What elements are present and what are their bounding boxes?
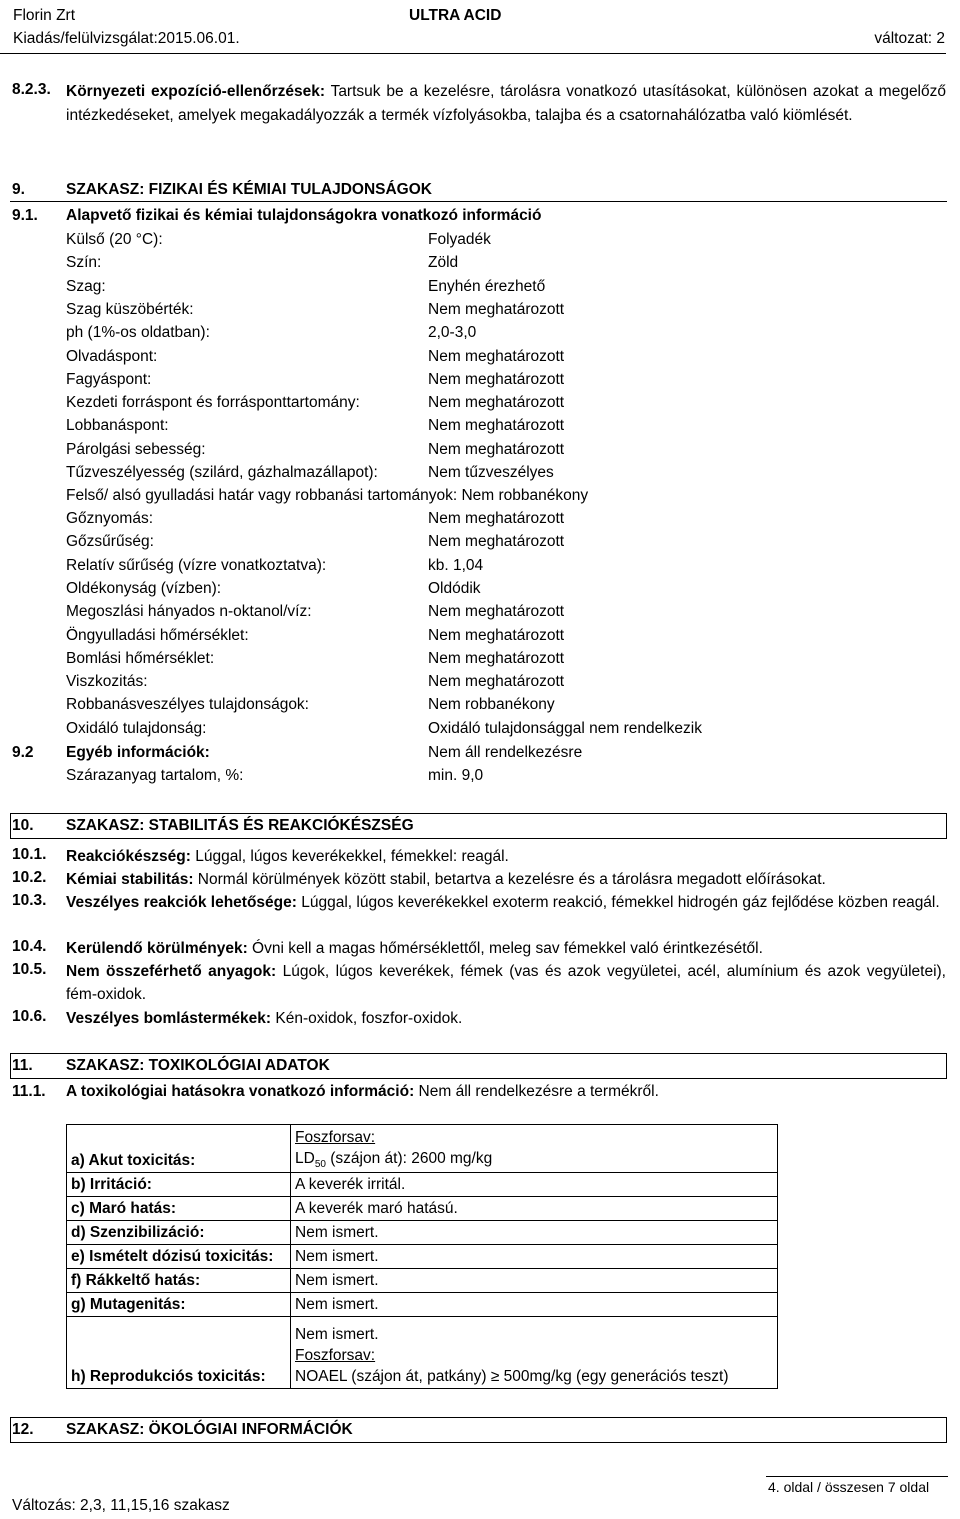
- s9-title: SZAKASZ: FIZIKAI ÉS KÉMIAI TULAJDONSÁGOK: [66, 181, 432, 198]
- dry-matter-value: min. 9,0: [428, 767, 484, 784]
- property-row: [66, 277, 546, 298]
- s11-title: SZAKASZ: TOXIKOLÓGIAI ADATOK: [66, 1057, 330, 1074]
- s10-item: [66, 1007, 946, 1030]
- footer-changes: Változás: 2,3, 11,15,16 szakasz: [12, 1497, 230, 1514]
- property-row: [66, 602, 565, 623]
- property-row: [66, 347, 565, 368]
- property-row: [66, 532, 565, 553]
- property-value: Nem robbanékony: [428, 696, 555, 714]
- page-number: 4. oldal / összesen 7 oldal: [768, 1479, 930, 1495]
- table-key: d) Szenzibilizáció:: [67, 1221, 291, 1245]
- property-row: [66, 440, 565, 461]
- s10-item-text: Lúggal, lúgos keverékekkel, fémekkel: reagál.: [190, 848, 509, 865]
- s10-item-title: Reakciókészség:: [66, 848, 191, 865]
- property-value: Oxidáló tulajdonsággal nem rendelkezik: [428, 719, 702, 737]
- property-row: [66, 323, 477, 344]
- table-value: Nem ismert.: [291, 1221, 778, 1245]
- s823-number: 8.2.3.: [12, 81, 51, 98]
- s10-item: [66, 960, 946, 1006]
- s92-value: Nem áll rendelkezésre: [428, 744, 583, 761]
- s10-item: [66, 891, 946, 914]
- table-row: [67, 1125, 778, 1173]
- company-name: Florin Zrt: [13, 7, 75, 24]
- property-value: Nem meghatározott: [428, 533, 565, 551]
- property-label: Szag küszöbérték:: [66, 300, 194, 318]
- table-row: [67, 1197, 778, 1221]
- property-label: Tűzveszélyesség (szilárd, gázhalmazállapot):: [66, 464, 378, 481]
- property-row: [66, 393, 565, 414]
- property-value: Nem meghatározott: [428, 673, 565, 691]
- property-row: [66, 556, 484, 577]
- table-row: [67, 1269, 778, 1293]
- property-value: Nem meghatározott: [428, 370, 565, 388]
- s11-header-box: [10, 1053, 947, 1079]
- property-row: [66, 649, 565, 670]
- table-key: c) Maró hatás:: [67, 1197, 291, 1221]
- s92-number: 9.2: [12, 744, 34, 761]
- s10-item-number: 10.5.: [12, 961, 47, 978]
- property-row: [66, 230, 491, 251]
- s92-label: Egyéb információk:: [66, 744, 210, 761]
- s10-item-title: Veszélyes reakciók lehetősége:: [66, 894, 297, 911]
- property-label: Szag:: [66, 277, 106, 295]
- foszforsav-label: Foszforsav:: [295, 1129, 376, 1147]
- s823-paragraph: [66, 80, 946, 128]
- property-row: [66, 300, 565, 321]
- page-header: [13, 6, 945, 52]
- property-row: [66, 370, 565, 391]
- property-label: Szín:: [66, 254, 102, 272]
- explosion-limits: Felső/ alsó gyulladási határ vagy robbanási tartományok: Nem robbanékony: [66, 487, 589, 504]
- property-value: Nem meghatározott: [428, 417, 565, 435]
- s10-item-title: Veszélyes bomlástermékek:: [66, 1010, 272, 1027]
- property-value: Nem meghatározott: [428, 626, 565, 644]
- property-value: Nem meghatározott: [428, 603, 565, 621]
- property-value: Nem meghatározott: [428, 440, 565, 458]
- s10-header-box: [10, 813, 947, 839]
- table-value: [291, 1317, 778, 1389]
- s10-item-text: Normál körülmények között stabil, betartva a kezelésre és a tárolásra megadott előírásokat.: [193, 871, 826, 888]
- property-value: 2,0-3,0: [428, 324, 477, 342]
- table-value: A keverék maró hatású.: [291, 1197, 778, 1221]
- property-label: Bomlási hőmérséklet:: [66, 649, 215, 667]
- s111-title: A toxikológiai hatásokra vonatkozó információ:: [66, 1083, 415, 1100]
- s10-item-number: 10.3.: [12, 892, 47, 909]
- repro-line-2: Foszforsav:: [295, 1347, 376, 1365]
- property-value: Nem tűzveszélyes: [428, 464, 554, 481]
- s823-title: Környezeti expozíció-ellenőrzések:: [66, 83, 326, 100]
- s10-item-number: 10.2.: [12, 869, 47, 886]
- table-row: [67, 1245, 778, 1269]
- s10-number: 10.: [12, 817, 34, 834]
- table-key: f) Rákkeltő hatás:: [67, 1269, 291, 1293]
- s111-text: Nem áll rendelkezésre a termékről.: [414, 1083, 659, 1100]
- table-value: Nem ismert.: [291, 1269, 778, 1293]
- table-value: Nem ismert.: [291, 1245, 778, 1269]
- s12-title: SZAKASZ: ÖKOLÓGIAI INFORMÁCIÓK: [66, 1421, 353, 1438]
- property-label: Megoszlási hányados n-oktanol/víz:: [66, 603, 312, 621]
- s11-number: 11.: [12, 1057, 33, 1074]
- s10-item-text: Lúggal, lúgos keverékekkel exoterm reakció, fémekkel hidrogén gáz fejlődése közben reagál.: [296, 894, 940, 911]
- property-label: Kezdeti forráspont és forrásponttartomány:: [66, 394, 360, 412]
- property-row: [66, 509, 565, 530]
- s10-item: [66, 845, 946, 868]
- property-row: [66, 672, 565, 693]
- table-row: [67, 1293, 778, 1317]
- property-label: Lobbanáspont:: [66, 417, 169, 435]
- table-key: b) Irritáció:: [67, 1173, 291, 1197]
- property-label: Fagyáspont:: [66, 370, 152, 388]
- s10-item-title: Kémiai stabilitás:: [66, 871, 194, 888]
- table-key: a) Akut toxicitás:: [67, 1125, 291, 1173]
- property-label: Öngyulladási hőmérséklet:: [66, 626, 249, 644]
- s10-item-text: Óvni kell a magas hőmérséklettől, meleg sav fémekkel való érintkezésétől.: [247, 940, 763, 957]
- property-label: Oxidáló tulajdonság:: [66, 719, 207, 737]
- table-row: [67, 1221, 778, 1245]
- s10-item-number: 10.6.: [12, 1008, 47, 1025]
- table-value: Nem ismert.: [291, 1293, 778, 1317]
- footer-divider: [766, 1476, 948, 1477]
- property-label: Relatív sűrűség (vízre vonatkoztatva):: [66, 556, 327, 574]
- s10-item-title: Kerülendő körülmények:: [66, 940, 248, 957]
- property-label: Párolgási sebesség:: [66, 440, 206, 458]
- property-label: Gőznyomás:: [66, 510, 154, 527]
- s12-header-box: [10, 1417, 947, 1443]
- ld-prefix: LD: [295, 1150, 315, 1168]
- property-value: Nem meghatározott: [428, 510, 565, 527]
- s823-text: Tartsuk be a kezelésre, tárolásra vonatkozó utasításokat, különösen azokat a megelőző intézkedéseket, amelyek megakadályozzák a termék vízfolyásokba, talajba és a csatornahálózatba való kiömlését.: [66, 83, 946, 124]
- s10-item-text: Lúgok, lúgos keverékek, fémek (vas és azok vegyületei, acél, alumínium és azok vegyületei), fém-oxidok.: [66, 963, 946, 1003]
- property-row: [66, 253, 459, 274]
- s91-number: 9.1.: [12, 207, 38, 224]
- property-row: [66, 463, 554, 484]
- issue-date: Kiadás/felülvizsgálat:2015.06.01.: [13, 30, 240, 47]
- table-key: g) Mutagenitás:: [67, 1293, 291, 1317]
- ld50-value: [295, 1149, 773, 1172]
- toxicology-table: [66, 1124, 778, 1389]
- s10-item-number: 10.4.: [12, 938, 47, 955]
- s10-item-title: Nem összeférhető anyagok:: [66, 963, 277, 980]
- dry-matter-label: Szárazanyag tartalom, %:: [66, 767, 244, 784]
- s9-divider: [10, 201, 947, 202]
- property-row: [66, 579, 481, 600]
- property-value: Zöld: [428, 254, 459, 272]
- property-row: [66, 416, 565, 437]
- property-label: Oldékonyság (vízben):: [66, 579, 222, 597]
- property-label: Gőzsűrűség:: [66, 533, 154, 551]
- s91-title: Alapvető fizikai és kémiai tulajdonságokra vonatkozó információ: [66, 207, 542, 224]
- header-divider: [0, 53, 946, 54]
- table-row: [67, 1317, 778, 1389]
- property-label: Olvadáspont:: [66, 347, 158, 365]
- s111-number: 11.1.: [12, 1083, 46, 1100]
- s10-item: [66, 937, 946, 960]
- property-value: Enyhén érezhető: [428, 277, 546, 295]
- repro-line-1: Nem ismert.: [295, 1326, 379, 1344]
- table-key: h) Reprodukciós toxicitás:: [67, 1317, 291, 1389]
- ld-subscript: 50: [314, 1159, 326, 1171]
- toxicology-rows: [67, 1173, 778, 1317]
- table-value: A keverék irritál.: [291, 1173, 778, 1197]
- s10-item-text: Kén-oxidok, foszfor-oxidok.: [271, 1010, 463, 1027]
- property-value: Folyadék: [428, 231, 491, 248]
- property-row: [66, 695, 555, 716]
- property-label: Viszkozitás:: [66, 673, 148, 691]
- dry-matter-row: [66, 766, 484, 787]
- s10-item-number: 10.1.: [12, 846, 47, 863]
- s92-row: [66, 743, 583, 764]
- s111-line: [66, 1082, 659, 1103]
- s10-title: SZAKASZ: STABILITÁS ÉS REAKCIÓKÉSZSÉG: [66, 817, 414, 834]
- property-value: kb. 1,04: [428, 556, 484, 574]
- property-value: Nem meghatározott: [428, 347, 565, 365]
- property-label: Robbanásveszélyes tulajdonságok:: [66, 696, 309, 714]
- ld-rest: (szájon át): 2600 mg/kg: [325, 1150, 493, 1168]
- property-row: [66, 719, 702, 740]
- property-row: [66, 626, 565, 647]
- property-value: Oldódik: [428, 579, 481, 597]
- property-value: Nem meghatározott: [428, 649, 565, 667]
- s9-number: 9.: [12, 181, 25, 198]
- version: változat: 2: [874, 30, 945, 47]
- property-label: Külső (20 °C):: [66, 231, 163, 248]
- property-value: Nem meghatározott: [428, 300, 565, 318]
- property-value: Nem meghatározott: [428, 394, 565, 412]
- property-label: ph (1%-os oldatban):: [66, 324, 210, 342]
- table-row: [67, 1173, 778, 1197]
- product-name: ULTRA ACID: [409, 7, 502, 24]
- s10-item: [66, 868, 946, 891]
- s12-number: 12.: [12, 1421, 34, 1438]
- table-key: e) Ismételt dózisú toxicitás:: [67, 1245, 291, 1269]
- repro-line-3: NOAEL (szájon át, patkány) ≥ 500mg/kg (egy generációs teszt): [295, 1368, 729, 1386]
- table-value: [291, 1125, 778, 1173]
